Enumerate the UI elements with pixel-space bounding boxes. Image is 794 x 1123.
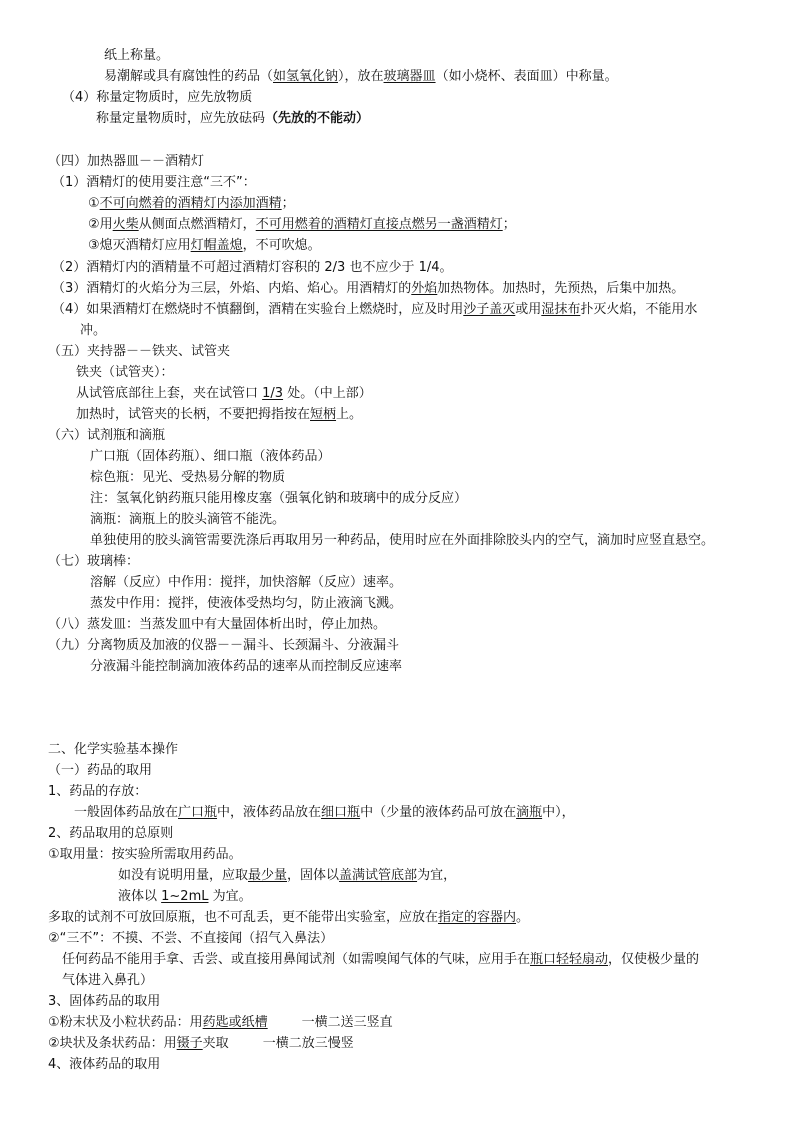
text-segment: 一横二放三慢竖 (262, 1036, 354, 1051)
text-line (90, 489, 467, 509)
underlined-text: 最少量 (248, 868, 288, 883)
text-segment: 任何药品不能用手拿、舌尝、或直接用鼻闻试剂（如需嗅闻气体的气味，应用手在 (62, 952, 531, 967)
text-segment: 铁夹（试管夹）： (76, 365, 174, 380)
text-segment: 注：氢氧化钠药瓶只能用橡皮塞（强氧化钠和玻璃中的成分反应） (90, 491, 468, 506)
text-segment: （如小烧杯、表面皿）中称量。 (435, 69, 618, 84)
text-segment: 处。（中上部） (283, 386, 372, 401)
text-segment: 扑灭火焰，不能用水 (580, 302, 698, 317)
text-segment: 滴瓶：滴瓶上的胶头滴管不能洗。 (90, 512, 286, 527)
text-line (48, 992, 160, 1012)
text-line (118, 866, 456, 886)
text-line (90, 573, 402, 593)
text-segment: 纸上称量。 (104, 48, 170, 63)
text-segment: 从侧面点燃酒精灯， (138, 217, 256, 232)
text-segment: （3）酒精灯的火焰分为三层，外焰、内焰、焰心。用酒精灯的 (52, 281, 412, 296)
text-segment: 冲。 (80, 323, 107, 338)
text-segment: 多取的试剂不可放回原瓶，也不可乱丢，更不能带出实验室，应放在 (48, 910, 439, 925)
text-segment: ① (88, 196, 100, 211)
underlined-text: 沙子盖灭 (463, 302, 516, 317)
underlined-text: 药匙或纸槽 (202, 1015, 268, 1030)
text-line (62, 950, 699, 970)
section-heading (48, 152, 204, 172)
text-segment: 3、固体药品的取用 (48, 994, 161, 1009)
text-line (90, 510, 285, 530)
text-segment: 2、药品取用的总原则 (48, 826, 174, 841)
text-segment: ②“三不”：不摸、不尝、不直接闻（招气入鼻法） (48, 931, 334, 946)
text-line (104, 46, 169, 66)
text-segment: 如没有说明用量，应取 (118, 868, 249, 883)
text-segment: 中，液体药品放在 (217, 805, 322, 820)
text-segment: 上。 (336, 407, 363, 422)
text-segment: 为宜， (417, 868, 457, 883)
underlined-text: 不可用燃着的酒精灯直接点燃另一盏酒精灯 (255, 217, 503, 232)
text-line (76, 363, 174, 383)
text-line (90, 657, 402, 677)
text-segment: 1、药品的存放： (48, 784, 148, 799)
text-line (48, 824, 173, 844)
text-segment: 一横二送三竖直 (301, 1015, 393, 1030)
text-line (48, 782, 147, 802)
text-line (90, 594, 402, 614)
underlined-text: 滴瓶 (516, 805, 543, 820)
section-heading (48, 636, 399, 656)
text-segment: 广口瓶（固体药瓶）、细口瓶（液体药品） (90, 449, 331, 464)
text-line (52, 300, 697, 320)
section-heading (48, 552, 139, 572)
text-line (52, 279, 684, 299)
text-line (104, 67, 618, 87)
text-line (80, 321, 106, 341)
text-segment: （八）蒸发皿：当蒸发皿中有大量固体析出时，停止加热。 (48, 617, 387, 632)
text-line (88, 236, 321, 256)
text-segment: ； (502, 217, 516, 232)
text-line (76, 384, 372, 404)
underlined-text: 细口瓶 (321, 805, 361, 820)
text-segment: 夹取 (202, 1036, 229, 1051)
text-segment: 。 (516, 910, 530, 925)
section-heading (48, 426, 165, 446)
text-segment: ，不可吹熄。 (242, 238, 321, 253)
text-line (48, 929, 333, 949)
text-segment: ②块状及条状药品：用 (48, 1036, 177, 1051)
text-line (88, 215, 516, 235)
text-segment: ③熄灭酒精灯应用 (88, 238, 191, 253)
text-segment: ①粉末状及小粒状药品：用 (48, 1015, 203, 1030)
text-line (96, 109, 369, 129)
text-segment: 或用 (515, 302, 542, 317)
text-segment: ； (281, 196, 295, 211)
text-segment: （九）分离物质及加液的仪器－－漏斗、长颈漏斗、分液漏斗 (48, 638, 400, 653)
text-segment: ②用 (88, 217, 113, 232)
text-line (88, 194, 295, 214)
text-segment: 二、化学实验基本操作 (48, 742, 179, 757)
text-line (90, 531, 714, 551)
text-segment: 分液漏斗能控制滴加液体药品的速率从而控制反应速率 (90, 659, 403, 674)
text-line (118, 887, 252, 907)
underlined-text: 镊子 (176, 1036, 203, 1051)
text-segment: ，固体以 (287, 868, 340, 883)
text-line (48, 1013, 393, 1033)
underlined-text: 如氢氧化钠 (273, 69, 339, 84)
text-segment: 称量定量物质时，应先放砝码 (96, 111, 266, 126)
underlined-text: 瓶口轻轻扇动 (530, 952, 609, 967)
text-line (48, 1034, 354, 1054)
text-segment: 为宜。 (208, 889, 252, 904)
underlined-text: 短柄 (310, 407, 337, 422)
underlined-text: 不可向燃着的酒精灯内添加酒精 (99, 196, 282, 211)
text-segment: （六）试剂瓶和滴瓶 (48, 428, 166, 443)
text-segment: ①取用量：按实验所需取用药品。 (48, 847, 242, 862)
underlined-text: 盖满试管底部 (339, 868, 418, 883)
section-heading (48, 761, 152, 781)
text-segment: （一）药品的取用 (48, 763, 153, 778)
text-line (48, 845, 242, 865)
text-segment: （五）夹持器－－铁夹、试管夹 (48, 344, 231, 359)
text-line (62, 88, 252, 108)
underlined-text: 广口瓶 (178, 805, 218, 820)
text-line (76, 405, 362, 425)
text-line (90, 447, 331, 467)
chapter-heading (48, 740, 178, 760)
text-segment: 中（少量的液体药品可放在 (360, 805, 517, 820)
text-segment: 单独使用的胶头滴管需要洗涤后再取用另一种药品，使用时应在外面排除胶头内的空气，滴加时应竖直悬空。 (90, 533, 715, 548)
underlined-text: 火柴 (112, 217, 139, 232)
text-segment: 4、液体药品的取用 (48, 1057, 161, 1072)
text-segment: 中）， (542, 805, 575, 820)
text-line (62, 971, 153, 991)
text-segment: 易潮解或具有腐蚀性的药品（ (104, 69, 274, 84)
text-segment: （四）加热器皿－－酒精灯 (48, 154, 205, 169)
text-line (74, 803, 575, 823)
text-segment: （1）酒精灯的使用要注意“三不”： (52, 175, 256, 190)
section-heading (48, 615, 386, 635)
text-segment: 溶解（反应）中作用：搅拌，加快溶解（反应）速率。 (90, 575, 403, 590)
bold-text: （先放的不能动） (265, 111, 370, 126)
text-segment: 蒸发中作用：搅拌，使液体受热均匀，防止液滴飞溅。 (90, 596, 403, 611)
text-segment: （4）如果酒精灯在燃烧时不慎翻倒，酒精在实验台上燃烧时，应及时用 (52, 302, 464, 317)
text-segment: （2）酒精灯内的酒精量不可超过酒精灯容积的 2/3 也不应少于 1/4。 (52, 260, 453, 275)
text-segment: 液体以 (118, 889, 162, 904)
text-line (48, 1055, 160, 1075)
underlined-text: 湿抹布 (541, 302, 581, 317)
underlined-text: 1~2mL (161, 889, 209, 904)
underlined-text: 外焰 (411, 281, 438, 296)
text-line (48, 908, 529, 928)
text-segment: ，仅使极少量的 (608, 952, 700, 967)
text-segment: 加热物体。加热时，先预热，后集中加热。 (437, 281, 685, 296)
text-segment: （七）玻璃棒： (48, 554, 140, 569)
underlined-text: 1/3 (262, 386, 284, 401)
text-segment: 棕色瓶：见光、受热易分解的物质 (90, 470, 286, 485)
section-heading (48, 342, 230, 362)
text-line (90, 468, 285, 488)
text-line (52, 173, 256, 193)
underlined-text: 灯帽盖熄 (190, 238, 243, 253)
text-segment: 气体进入鼻孔） (62, 973, 154, 988)
text-segment: （4）称量定物质时，应先放物质 (62, 90, 253, 105)
text-segment: 从试管底部往上套，夹在试管口 (76, 386, 263, 401)
text-line (52, 258, 453, 278)
underlined-text: 指定的容器内 (438, 910, 517, 925)
text-segment: 一般固体药品放在 (74, 805, 179, 820)
text-segment: 加热时，试管夹的长柄，不要把拇指按在 (76, 407, 311, 422)
underlined-text: 玻璃器皿 (383, 69, 436, 84)
text-segment: ），放在 (338, 69, 384, 84)
